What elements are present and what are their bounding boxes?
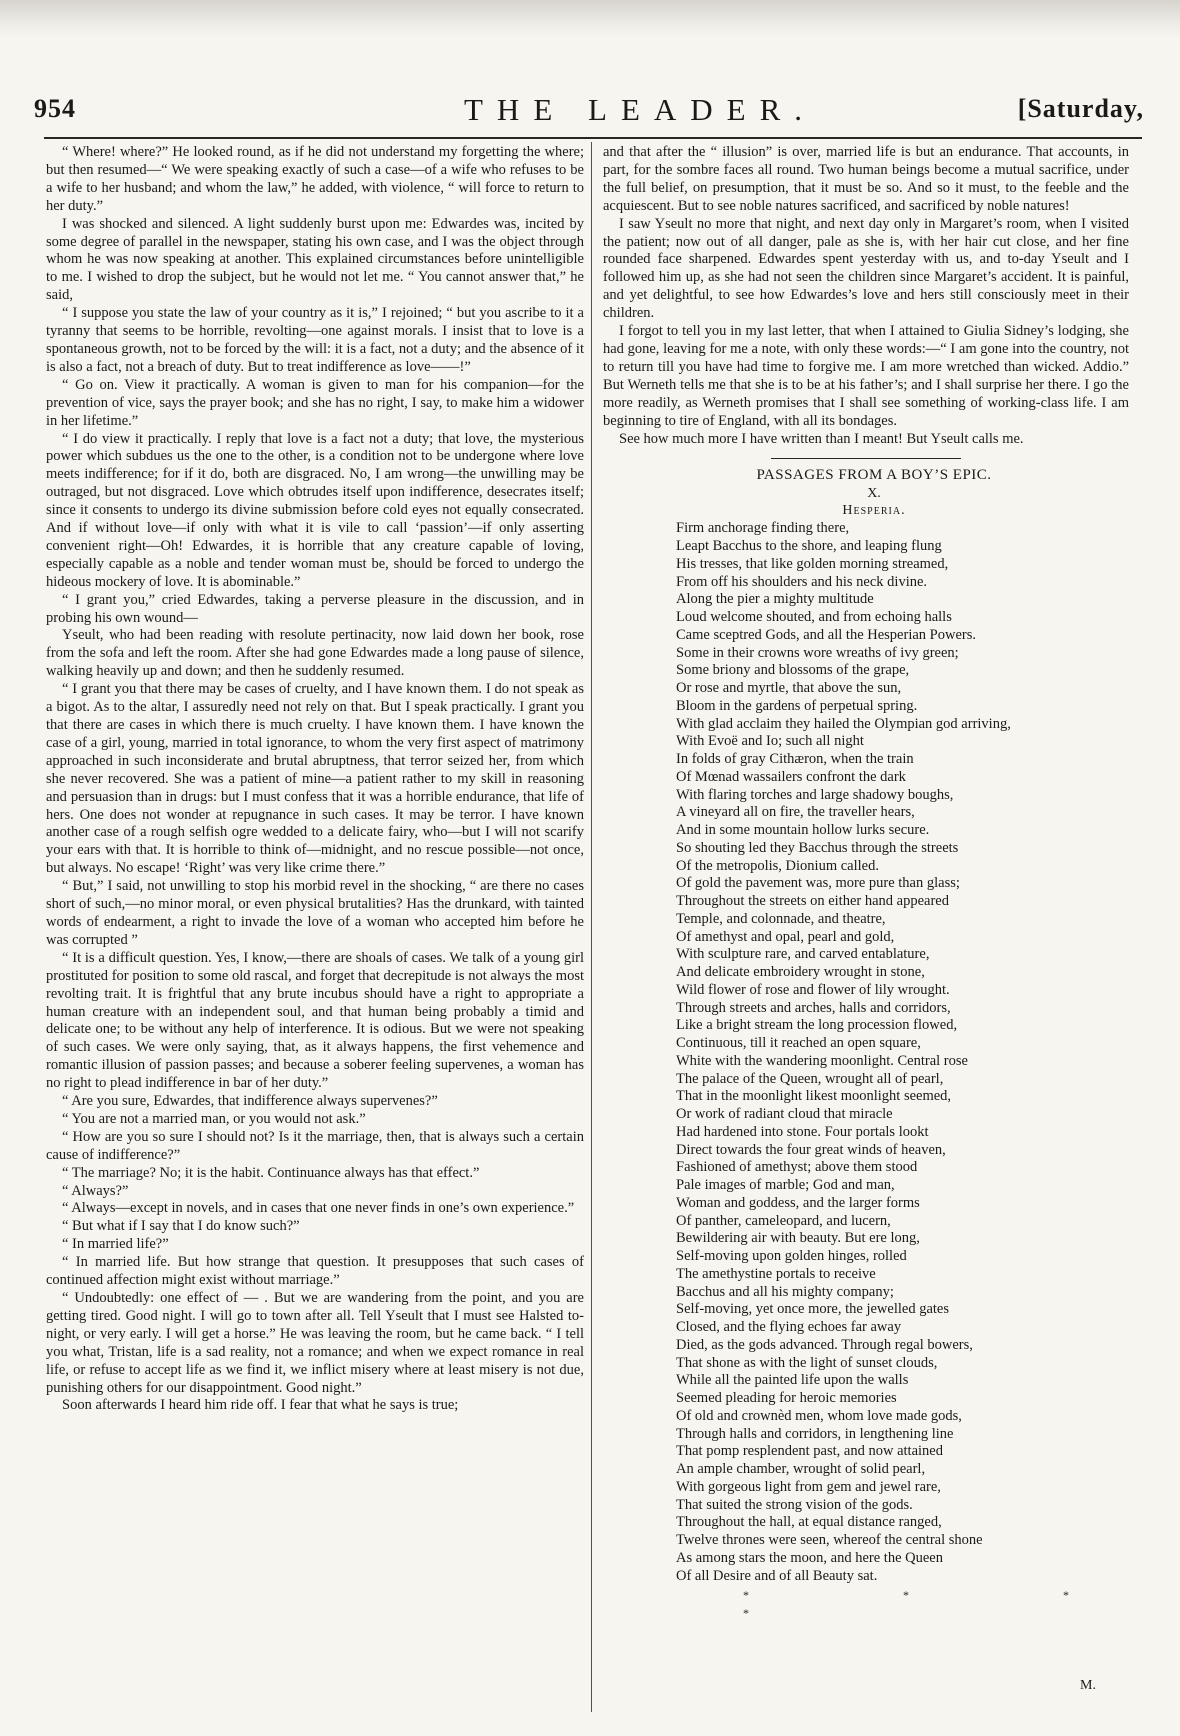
poem-line: Or work of radiant cloud that miracle — [676, 1106, 893, 1123]
paragraph: “ The marriage? No; it is the habit. Continuance always has that effect.” — [62, 1164, 480, 1181]
poem-line: Some in their crowns wore wreaths of ivy green; — [676, 644, 959, 661]
issue-day: [Saturday, — [1017, 94, 1144, 123]
poem-line: Along the pier a mighty multitude — [676, 591, 874, 608]
paragraph: “ Always—except in novels, and in cases that one never finds in one’s own experience.” — [62, 1200, 575, 1217]
poem-line: Like a bright stream the long procession flowed, — [676, 1017, 958, 1034]
poem-line: Bacchus and all his mighty company; — [676, 1283, 894, 1300]
poem-line: Throughout the streets on either hand appeared — [676, 893, 949, 910]
poem-line: Or rose and myrtle, that above the sun, — [676, 680, 902, 697]
poem-line: Of old and crownèd men, whom love made gods, — [676, 1407, 962, 1424]
poem-line: Through halls and corridors, in lengthening line — [676, 1425, 954, 1442]
poem-line: That suited the strong vision of the gods. — [676, 1496, 913, 1513]
poem-line: Wild flower of rose and flower of lily wrought. — [676, 981, 950, 998]
poem-line: White with the wandering moonlight. Central rose — [676, 1052, 968, 1069]
right-column — [603, 144, 1129, 1623]
poem-line: Of gold the pavement was, more pure than glass; — [676, 875, 960, 892]
poem-line: While all the painted life upon the walls — [676, 1372, 909, 1389]
paper-title: THE LEADER. — [464, 92, 817, 127]
poem-line: Loud welcome shouted, and from echoing halls — [676, 609, 952, 626]
paragraph: Yseult, who had been reading with resolute pertinacity, now laid down her book, rose from the sofa and left the room. After she had gone Edwardes made a long pause of silence, walking heavily up and down; and then he suddenly resumed. — [46, 627, 584, 680]
paragraph: “ I do view it practically. I reply that love is a fact not a duty; that love, the mysterious power which subdues us the one to the other, is a condition not to be undergone where love meets indifference; for if it do, both are disgraced. No, I am wrong—the unwilling may be outraged, but not disgraced. Love which obtrudes itself upon indifference, desecrates itself; since it consents to undergo its divine submission before cold eyes not equally consecrated. And if without love—if only with what it is vile to call ‘passion’—if only asserting convenient right—Oh! Edwardes, it is horrible that any creature capable of loving, especially capable as a noble and tender woman must be, should be forced to undergo the hideous mockery of love. It is abominable.” — [46, 430, 584, 590]
poem-line: Of all Desire and of all Beauty sat. — [676, 1567, 878, 1584]
column-divider — [591, 142, 592, 1712]
poem-line: Leapt Bacchus to the shore, and leaping flung — [676, 538, 942, 555]
poem-line: Throughout the hall, at equal distance ranged, — [676, 1514, 942, 1531]
poem-line: And in some mountain hollow lurks secure. — [676, 822, 930, 839]
paragraph: “ Are you sure, Edwardes, that indifference always supervenes?” — [62, 1093, 438, 1110]
poem-line: The amethystine portals to receive — [676, 1265, 876, 1282]
poem-line: Continuous, till it reached an open square, — [676, 1035, 921, 1052]
poem-line: Closed, and the flying echoes far away — [676, 1319, 902, 1336]
scan-edge — [0, 0, 1180, 38]
poem-line: Of Mœnad wassailers confront the dark — [676, 768, 906, 785]
poem-line: That pomp resplendent past, and now attained — [676, 1443, 943, 1460]
paragraph: “ In married life?” — [62, 1236, 169, 1253]
poem-line: Pale images of marble; God and man, — [676, 1177, 895, 1194]
poem-line: That in the moonlight likest moonlight seemed, — [676, 1088, 952, 1105]
poem-line: Twelve thrones were seen, whereof the central shone — [676, 1532, 983, 1549]
paragraph: “ Always?” — [62, 1182, 129, 1199]
paragraph: “ But what if I say that I do know such?” — [62, 1218, 300, 1235]
section-stars: * * * * — [743, 1588, 1129, 1621]
poem-line: Direct towards the four great winds of heaven, — [676, 1141, 946, 1158]
paragraph: “ How are you so sure I should not? Is it the marriage, then, that is always such a certain cause of indifference?” — [46, 1128, 584, 1163]
poem-line: Fashioned of amethyst; above them stood — [676, 1159, 918, 1176]
epic-title: PASSAGES FROM A BOY’S EPIC. — [756, 467, 992, 484]
paragraph: “ I suppose you state the law of your country as it is,” I rejoined; “ but you ascribe to it a tyranny that seems to be horrible, revolting—one against morals. I insist that to love is a spontaneous growth, not to be forced by the will: it is a fact, not a duty; and the absence of it is also a fact, not a breach of duty. But to treat indifference as love——!” — [46, 305, 584, 375]
poem-line: Of the metropolis, Dionium called. — [676, 857, 879, 874]
author-signature: M. — [1080, 1678, 1096, 1693]
page-header — [34, 94, 1144, 134]
paragraph: and that after the “ illusion” is over, married life is but an endurance. That accounts, in part, for the sombre faces all round. Two human beings become a mutual sacrifice, under the full belief, on presumption, that it must be so. And so it must, to the feeble and the acquiescent. But to see noble natures sacrificed, and sacrificed by noble natures! — [603, 144, 1129, 214]
poem-line: With flaring torches and large shadowy boughs, — [676, 786, 954, 803]
paragraph: “ Where! where?” He looked round, as if he did not understand my forgetting the where; but then resumed—“ We were speaking exactly of such a case—of a wife who refuses to be a wife to her husband; and whom the law,” he added, with violence, “ will force to return to her duty.” — [46, 144, 584, 214]
paragraph: “ Go on. View it practically. A woman is given to man for his companion—for the prevention of vice, says the prayer book; and she has no right, I say, to make him a widower in her lifetime.” — [46, 376, 584, 429]
paragraph: “ In married life. But how strange that question. It presupposes that such cases of continued affection might exist without marriage.” — [46, 1254, 584, 1289]
poem-line: The palace of the Queen, wrought all of pearl, — [676, 1070, 944, 1087]
paragraph: “ But,” I said, not unwilling to stop his morbid revel in the shocking, “ are there no cases short of such,—no minor moral, or even physical brutalities? Has the drunkard, with tainted words of endearment, a right to invade the love of a woman who accepted him before he was corrupted ” — [46, 878, 584, 948]
poem-line: That shone as with the light of sunset clouds, — [676, 1354, 938, 1371]
poem-line: In folds of gray Cithæron, when the train — [676, 751, 914, 768]
poem-line: Came sceptred Gods, and all the Hesperian Powers. — [676, 626, 976, 643]
poem-line: Seemed pleading for heroic memories — [676, 1390, 897, 1407]
left-column — [46, 144, 584, 1415]
epic-poem — [676, 520, 1129, 1585]
epic-part-title: Hesperia. — [842, 503, 906, 519]
poem-line: As among stars the moon, and here the Queen — [676, 1549, 943, 1566]
poem-line: With sculpture rare, and carved entablature, — [676, 946, 930, 963]
paragraph: I forgot to tell you in my last letter, that when I attained to Giulia Sidney’s lodging, she had gone, leaving for me a note, with only these words:—“ I am gone into the country, not to return till you have had time to forgive me. I am more wretched than wicked. Addio.” But Werneth tells me that she is to be at his father’s; and I shall surprise her there. I go the more readily, as Werneth promises that I shall see something of working-class life. I am beginning to tire of England, with all its bondages. — [603, 323, 1129, 429]
paragraph: “ It is a difficult question. Yes, I know,—there are shoals of cases. We talk of a young girl prostituted for position to some old rascal, and forget that decrepitude is not always the most revolting trait. It is frightful that any brute incubus should have a right to appropriate a human creature with an independent soul, and that human being probably a timid and delicate one; to be without any help of interference. It is odious. But we were not speaking of such cases. We were only saying, that, as it always happens, the first vehemence and romantic illusion of passion passes; and because a soberer feeling supervenes, a woman has no right to plead indifference in bar of her duty.” — [46, 949, 584, 1092]
epic-part-number: X. — [867, 486, 881, 502]
poem-line: Firm anchorage finding there, — [676, 520, 850, 537]
paragraph: See how much more I have written than I meant! But Yseult calls me. — [619, 430, 1024, 447]
poem-line: With gorgeous light from gem and jewel rare, — [676, 1478, 941, 1495]
paragraph: “ I grant you,” cried Edwardes, taking a perverse pleasure in the discussion, and in probing his own wound— — [46, 591, 584, 626]
poem-line: From off his shoulders and his neck divine. — [676, 573, 928, 590]
paragraph: “ Undoubtedly: one effect of — . But we are wandering from the point, and you are getting tired. Good night. I will go to town after all. Tell Yseult that I must see Halsted to-night, or very early. I will get a horse.” He was leaving the room, but he came back. “ I tell you what, Tristan, life is a sad reality, not a romance; and when we expect romance in real life, or refuse to accept life as we find it, we inflict misery where at least misery is not due, punishing others for our disappointment. Good night.” — [46, 1290, 584, 1396]
poem-line: With glad acclaim they hailed the Olympian god arriving, — [676, 715, 1011, 732]
poem-line: Bloom in the gardens of perpetual spring. — [676, 697, 918, 714]
poem-line: Woman and goddess, and the larger forms — [676, 1194, 920, 1211]
poem-line: Bewildering air with beauty. But ere long, — [676, 1230, 920, 1247]
poem-line: Self-moving upon golden hinges, rolled — [676, 1248, 907, 1265]
poem-line: Died, as the gods advanced. Through regal bowers, — [676, 1336, 973, 1353]
poem-line: With Evoë and Io; such all night — [676, 733, 864, 750]
poem-line: Of amethyst and opal, pearl and gold, — [676, 928, 895, 945]
page-number: 954 — [34, 94, 76, 123]
paragraph: Soon afterwards I heard him ride off. I fear that what he says is true; — [62, 1397, 459, 1414]
poem-line: Some briony and blossoms of the grape, — [676, 662, 910, 679]
paragraph: “ You are not a married man, or you would not ask.” — [62, 1110, 366, 1127]
paragraph: I saw Yseult no more that night, and next day only in Margaret’s room, when I visited the patient; now out of all danger, pale as she is, with her hair cut close, and her fine rounded face sharpened. Edwardes spent yesterday with us, and to-day Yseult and I followed him up, as she had not seen the children since Margaret’s accident. It is painful, and yet delightful, to see how Edwardes’s love and hers still consciously meet in their children. — [603, 215, 1129, 322]
poem-line: An ample chamber, wrought of solid pearl, — [676, 1461, 926, 1478]
section-rule — [771, 458, 961, 459]
poem-line: Had hardened into stone. Four portals lookt — [676, 1123, 929, 1140]
poem-line: Self-moving, yet once more, the jewelled gates — [676, 1301, 949, 1318]
paragraph: “ I grant you that there may be cases of cruelty, and I have known them. I do not speak as a bigot. As to the altar, I assuredly need not rely on that. But I speak practically. I grant you that there are cases in which there is much cruelty. I have known them. I have known the case of a girl, young, married in total ignorance, to whom the very first aspect of matrimony approached in such inconsiderate and brutal abruptness, that terror seized her, from which she never recovered. She was a patient of mine—a patient rather to my skill in reasoning and persuasion than in drugs: but I must confess that it was a horrible endurance, that life of hers. One does not wonder at repugnance in such cases. It may be terror. I have known another case of a rough selfish ogre wedded to a delicate fairy, who—but I will not scarify your ears with that. It is horrible to think of—midnight, and no rescue possible—not once, but always. No escape! ‘Right’ was very like crime there.” — [46, 681, 584, 877]
poem-line: Through streets and arches, halls and corridors, — [676, 999, 951, 1016]
poem-line: His tresses, that like golden morning streamed, — [676, 555, 949, 572]
poem-line: Temple, and colonnade, and theatre, — [676, 910, 886, 927]
header-rule — [44, 137, 1142, 139]
paragraph: I was shocked and silenced. A light suddenly burst upon me: Edwardes was, incited by some degree of parallel in the newspaper, stating his own case, and I was the object through whom he was now speaking at another. This explained circumstances before unintelligible to me. I wished to drop the subject, but he would not let me. “ You cannot answer that,” he said, — [46, 215, 584, 304]
poem-line: A vineyard all on fire, the traveller hears, — [676, 804, 915, 821]
poem-line: And delicate embroidery wrought in stone, — [676, 964, 925, 981]
poem-line: So shouting led they Bacchus through the streets — [676, 839, 959, 856]
poem-line: Of panther, cameleopard, and lucern, — [676, 1212, 891, 1229]
